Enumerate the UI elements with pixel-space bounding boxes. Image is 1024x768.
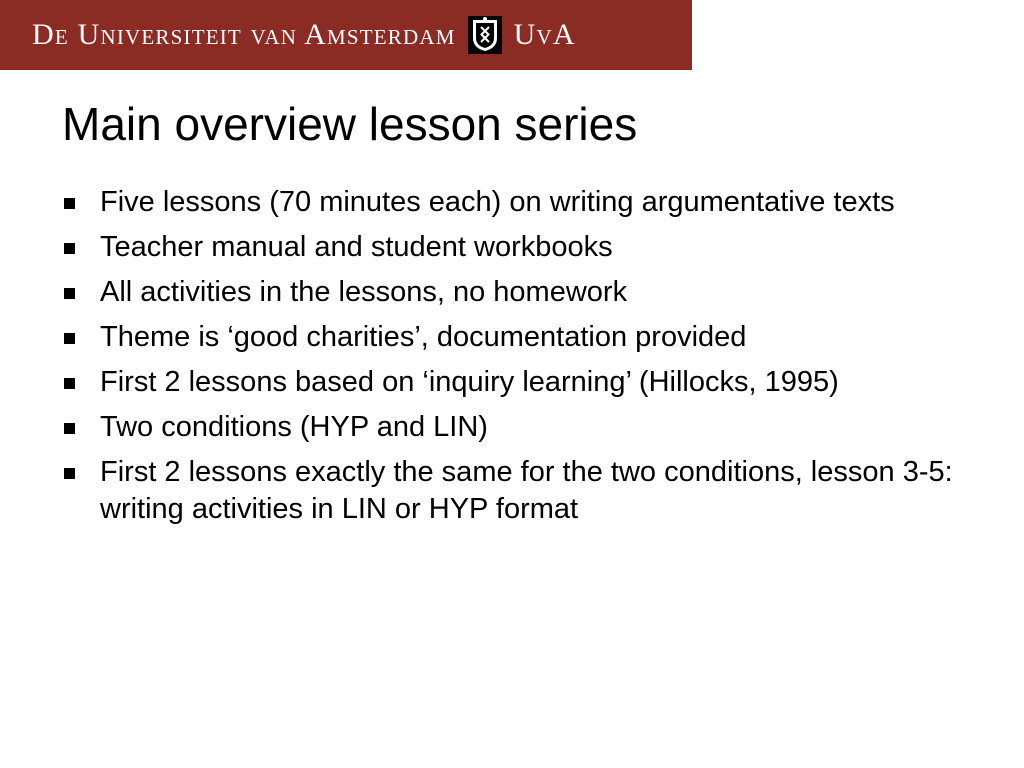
bullet-list: [62, 184, 982, 536]
square-bullet-icon: [62, 409, 100, 446]
list-item: [62, 319, 982, 356]
bullet-text: All activities in the lessons, no homework: [100, 276, 628, 308]
square-bullet-icon: [62, 229, 100, 266]
university-banner: [0, 0, 692, 70]
list-item: [62, 184, 982, 221]
bullet-text: First 2 lessons based on ‘inquiry learning’ (Hillocks, 1995): [100, 366, 839, 398]
slide-title: Main overview lesson series: [62, 98, 638, 150]
square-bullet-icon: [62, 184, 100, 221]
uva-crest-icon: [468, 16, 502, 54]
square-bullet-icon: [62, 274, 100, 311]
bullet-text: Two conditions (HYP and LIN): [100, 411, 488, 443]
bullet-text: Five lessons (70 minutes each) on writing argumentative texts: [100, 186, 895, 218]
square-bullet-icon: [62, 454, 100, 491]
list-item: [62, 229, 982, 266]
list-item: [62, 364, 982, 401]
banner-institution-name: De Universiteit van Amsterdam: [32, 18, 456, 51]
list-item: [62, 454, 982, 528]
list-item: [62, 274, 982, 311]
square-bullet-icon: [62, 364, 100, 401]
square-bullet-icon: [62, 319, 100, 356]
banner-abbreviation: UvA: [513, 18, 576, 51]
bullet-text: Teacher manual and student workbooks: [100, 231, 613, 263]
bullet-text: Theme is ‘good charities’, documentation provided: [100, 321, 747, 353]
bullet-text: First 2 lessons exactly the same for the two conditions, lesson 3-5: writing activities in LIN or HYP format: [100, 456, 953, 525]
list-item: [62, 409, 982, 446]
